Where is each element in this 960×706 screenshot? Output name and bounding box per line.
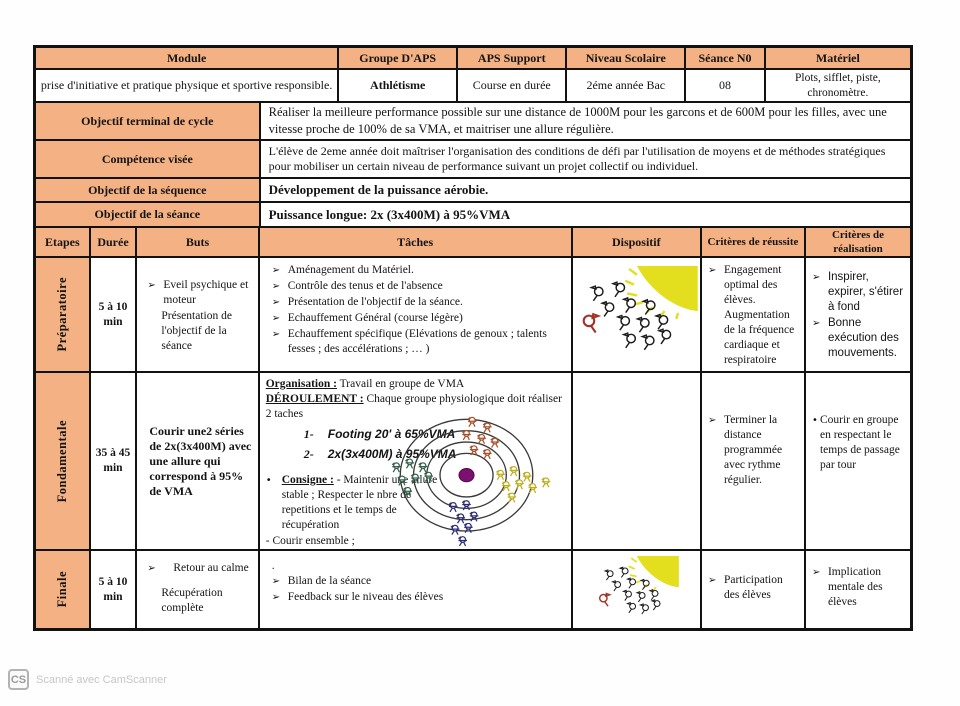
success-preparatoire: ➢ Engagement optimal des élèves. Augmentation de la fréquence cardiaque et respiratoire	[702, 258, 806, 371]
label-objectif-terminal: Objectif terminal de cycle	[36, 103, 261, 139]
group-yellow-figures	[496, 467, 550, 503]
arrow-bullet-icon: ➢	[271, 297, 281, 308]
duration-fondamentale: 35 à 45 min	[91, 373, 138, 549]
header-criteres-reussite: Critères de réussite	[702, 228, 806, 256]
label-objectif-sequence: Objectif de la séquence	[36, 179, 261, 201]
organisation-label: Organisation :	[265, 378, 337, 390]
teacher-figure	[584, 314, 598, 332]
tasks-preparatoire	[260, 258, 573, 371]
text-objectif-sequence: Développement de la puissance aérobie.	[268, 182, 489, 197]
arrow-bullet-icon: ➢	[811, 317, 821, 329]
arrow-bullet-icon: ➢	[271, 265, 281, 276]
value-module: prise d'initiative et pratique physique et sportive responsible.	[36, 70, 339, 101]
deroulement-label: DÉROULEMENT :	[265, 392, 364, 405]
value-groupe-aps: Athlétisme	[339, 70, 458, 101]
teacher-figure	[600, 593, 610, 606]
arrow-bullet-icon: ➢	[707, 265, 717, 276]
camscanner-watermark	[8, 669, 167, 690]
value-aps-support: Course en durée	[458, 70, 567, 101]
stage-finale: Finale	[36, 551, 91, 628]
value-niveau-scolaire: 2éme année Bac	[567, 70, 686, 101]
arrow-bullet-icon: ➢	[271, 313, 281, 324]
header-aps-support: APS Support	[458, 48, 567, 68]
lesson-plan-table	[33, 45, 913, 631]
header-duree: Durée	[91, 228, 138, 256]
realization-fondamentale: • Courir en groupe en respectant le temps de passage par tour	[811, 414, 900, 471]
header-buts: Buts	[137, 228, 259, 256]
consigne-label: Consigne :	[281, 474, 334, 486]
info-header-row	[36, 48, 910, 70]
tasks-finale	[260, 551, 573, 628]
label-objectif-seance: Objectif de la séance	[36, 203, 261, 226]
arrow-bullet-icon: ➢	[271, 575, 281, 587]
row-fondamentale	[36, 373, 910, 551]
task-item: Aménagement du Matériel.	[287, 264, 414, 276]
goals-preparatoire: ➢ Eveil psychique et moteur Présentation de l'objectif de la séance	[137, 258, 259, 371]
duration-finale: 5 à 10 min	[91, 551, 138, 628]
center-marker	[459, 469, 474, 482]
tasks-fondamentale: Organisation : Travail en groupe de VMA DÉROULEMENT : Chaque groupe physiologique doit réaliser 2 taches 1- Footing 20' à 65%VMA 2- 2x(3x400M) à 95%VMA • Consigne : - Maintenir une allure stable ; Respecter le nbre de repetitions et le temps de récupération - Courir ensemble ;	[260, 373, 573, 549]
header-groupe-aps: Groupe D'APS	[339, 48, 458, 68]
dot-bullet-icon: •	[811, 415, 818, 426]
header-module: Module	[36, 48, 339, 68]
text-objectif-seance: Puissance longue: 2x (3x400M) à 95%VMA	[268, 206, 511, 222]
task-item: Echauffement spécifique (Elévations de genoux ; talents fesses ; des accélérations ; … )	[287, 328, 547, 355]
goals-fondamentale: Courir une2 séries de 2x(3x400M) avec une allure qui correspond à 95% de VMA	[137, 373, 259, 549]
competence-row	[36, 141, 910, 179]
text-objectif-terminal: Réaliser la meilleure performance possible sur une distance de 1000M pour les garcons et de 600M pour les filles, avec une vitesse proche de 100% de sa VMA, et maitriser une allure régulière.	[268, 105, 887, 136]
arrow-bullet-icon: ➢	[147, 280, 156, 291]
arrow-bullet-icon: ➢	[811, 567, 821, 578]
header-dispositif: Dispositif	[573, 228, 702, 256]
header-niveau-scolaire: Niveau Scolaire	[567, 48, 686, 68]
objectif-terminal-row	[36, 103, 910, 141]
task-item: Contrôle des tenus et de l'absence	[287, 280, 443, 292]
arrow-bullet-icon: ➢	[811, 272, 821, 283]
group-green-figures	[392, 459, 433, 497]
dispositif-finale-drawing	[573, 551, 702, 628]
objectif-sequence-row	[36, 179, 910, 203]
camscanner-text: Scanné avec CamScanner	[36, 673, 167, 686]
row-preparatoire	[36, 258, 910, 373]
success-finale: ➢ Participation des élèves	[702, 551, 806, 628]
task-footing: Footing 20' à 65%VMA	[327, 426, 456, 441]
header-taches: Tâches	[260, 228, 573, 256]
session-header-row	[36, 228, 910, 258]
stage-fondamentale: Fondamentale	[36, 373, 91, 549]
info-values-row	[36, 70, 910, 103]
value-seance-no: 08	[686, 70, 766, 101]
vma-track-drawing	[367, 407, 567, 549]
dispositif-warmup-drawing	[573, 258, 702, 371]
row-finale	[36, 551, 910, 628]
arrow-bullet-icon: ➢	[271, 329, 281, 340]
realization-finale: ➢ Implication mentale des élèves	[811, 566, 883, 608]
task-item: Feedback sur le niveau des élèves	[287, 590, 444, 603]
arrow-bullet-icon: ➢	[271, 591, 281, 603]
arrow-bullet-icon: ➢	[271, 281, 281, 292]
header-criteres-realisation: Critères de réalisation	[806, 228, 910, 256]
arrow-bullet-icon: ➢	[147, 563, 156, 574]
task-item: Présentation de l'objectif de la séance.	[287, 296, 463, 308]
students-sun-drawing	[574, 266, 698, 364]
task-item: Bilan de la séance	[287, 574, 372, 587]
task-item: Echauffement Général (course légère)	[287, 312, 463, 324]
header-etapes: Etapes	[36, 228, 91, 256]
task-series: 2x(3x400M) à 95%VMA	[327, 447, 457, 462]
students-sun-drawing	[574, 556, 698, 624]
stage-preparatoire: Préparatoire	[36, 258, 91, 371]
label-competence: Compétence visée	[36, 141, 261, 177]
arrow-bullet-icon: ➢	[707, 415, 717, 426]
success-fondamentale: ➢ Terminer la distance programmée avec rythme régulier.	[702, 373, 806, 549]
camscanner-logo-icon: CS	[8, 669, 29, 690]
dot-line: .	[271, 560, 275, 572]
header-seance-no: Séance N0	[686, 48, 766, 68]
text-competence: L'élève de 2eme année doit maîtriser l'organisation des conditions de défi par l'utilisation de moyens et de méthodes stratégiques pour mobiliser un certain niveau de performance suivant un projet collectif ou individuel.	[268, 144, 886, 173]
arrow-bullet-icon: ➢	[707, 575, 717, 586]
duration-preparatoire: 5 à 10 min	[91, 258, 138, 371]
realization-preparatoire: ➢ Inspirer, expirer, s'étirer à fond ➢ Bonne exécution des mouvements.	[811, 271, 904, 359]
header-materiel: Matériel	[766, 48, 910, 68]
value-materiel: Plots, sifflet, piste, chronomètre.	[795, 71, 881, 99]
objectif-seance-row	[36, 203, 910, 228]
dot-bullet-icon: •	[265, 475, 272, 486]
dispositif-fondamentale-empty	[573, 373, 702, 549]
goals-finale: ➢ Retour au calme Récupération complète	[137, 551, 259, 628]
